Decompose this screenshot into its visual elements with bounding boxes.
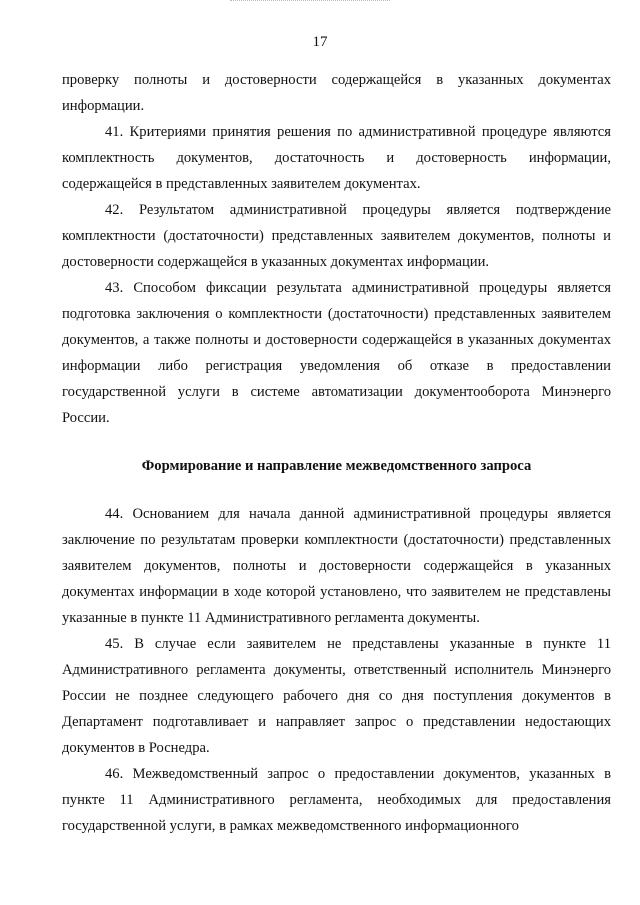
document-body (62, 67, 611, 839)
paragraph-41: 41. Критериями принятия решения по административной процедуре являются комплектность документов, достаточность и достоверность информации, содержащейся в представленных заявителем документах. (62, 124, 611, 192)
paragraph-44: 44. Основанием для начала данной административной процедуры является заключение по результатам проверки комплектности (достаточности) представленных заявителем документов, полноты и достоверности содержащейся в указанных документах информации в ходе которой установлено, что заявителем не представлены указанные в пункте 11 Административного регламента документы. (62, 506, 611, 626)
paragraph-continuation: проверку полноты и достоверности содержащейся в указанных документах информации. (62, 72, 611, 114)
paragraph-43: 43. Способом фиксации результата административной процедуры является подготовка заключения о комплектности (достаточности) представленных заявителем документов, а также полноты и достоверности содержащейся в указанных документах информации либо регистрация уведомления об отказе в предоставлении государственной услуги в системе автоматизации документооборота Минэнерго России. (62, 280, 611, 426)
section-heading: Формирование и направление межведомственного запроса (141, 458, 532, 474)
scan-edge-marks (230, 0, 390, 4)
page-number: 17 (312, 34, 328, 50)
paragraph-45: 45. В случае если заявителем не представлены указанные в пункте 11 Административного регламента документы, ответственный исполнитель Минэнерго России не позднее следующего рабочего дня со дня поступления документов в Департамент подготавливает и направляет запрос о представлении недостающих документов в Роснедра. (62, 636, 611, 756)
paragraph-42: 42. Результатом административной процедуры является подтверждение комплектности (достаточности) представленных заявителем документов, полноты и достоверности содержащейся в указанных документах информации. (62, 202, 611, 270)
paragraph-46: 46. Межведомственный запрос о предоставлении документов, указанных в пункте 11 Административного регламента, необходимых для предоставления государственной услуги, в рамках межведомственного информационного (62, 766, 611, 834)
